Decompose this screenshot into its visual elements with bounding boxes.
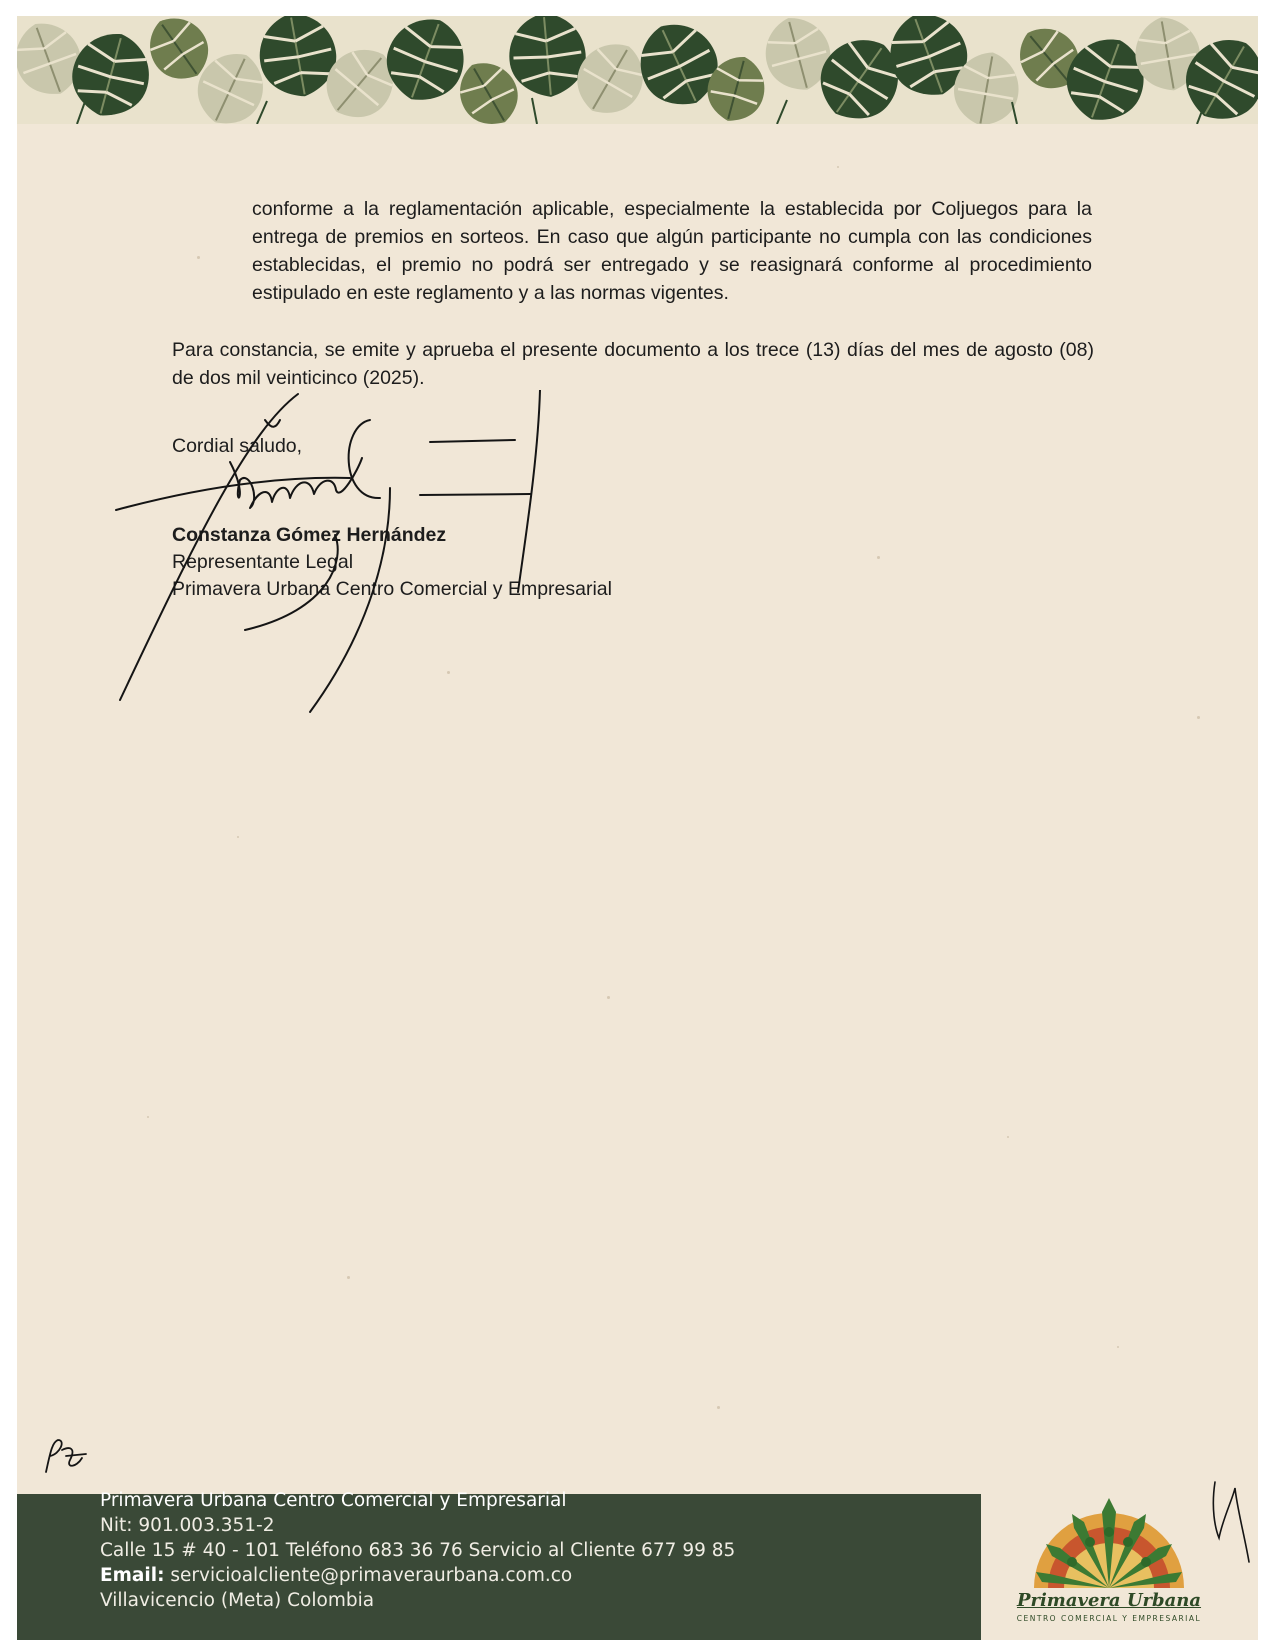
- paper-speck: [1117, 1346, 1119, 1348]
- margin-initial-icon: [1205, 1478, 1255, 1568]
- signer-role: Representante Legal: [172, 551, 354, 573]
- logo-subtitle: CENTRO COMERCIAL Y EMPRESARIAL: [1016, 1614, 1202, 1623]
- footer-company-name: Primavera Urbana Centro Comercial y Empresarial: [100, 1490, 567, 1511]
- signer-name: Constanza Gómez Hernández: [172, 524, 447, 546]
- paper-speck: [837, 166, 839, 168]
- closing-salutation: Cordial saludo,: [172, 435, 303, 457]
- paper-speck: [147, 1116, 149, 1118]
- footer-address-phone: Calle 15 # 40 - 101 Teléfono 683 36 76 Servicio al Cliente 677 99 85: [100, 1540, 736, 1561]
- footer-city: Villavicencio (Meta) Colombia: [100, 1590, 375, 1611]
- paper-speck: [877, 556, 880, 559]
- paper-speck: [347, 1276, 350, 1279]
- footer-nit: Nit: 901.003.351-2: [100, 1515, 275, 1536]
- footer-email-line: [100, 1564, 572, 1589]
- paragraph-conditions: conforme a la reglamentación aplicable, especialmente la establecida por Coljuegos para la entrega de premios en sorteos. En caso que algún participante no cumpla con las condiciones establecidas, el premio no podrá ser entregado y se reasignará conforme al procedimiento estipulado en este reglamento y a las normas vigentes.: [252, 198, 1092, 304]
- logo-wordmark: Primavera Urbana: [1016, 1590, 1202, 1611]
- paper-speck: [1007, 1136, 1009, 1138]
- paragraph-constancia: Para constancia, se emite y aprueba el presente documento a los trece (13) días del mes de agosto (08) de dos mil veinticinco (2025).: [172, 339, 1094, 389]
- document-page: [17, 16, 1258, 1640]
- paper-speck: [197, 256, 200, 259]
- handwritten-signature-icon: [100, 390, 580, 760]
- footer-email[interactable]: servicioalcliente@primaverаurbana.com.co: [170, 1565, 573, 1586]
- initials-mark-icon: [36, 1432, 96, 1478]
- footer-email-label: Email:: [100, 1565, 165, 1586]
- paper-speck: [237, 836, 239, 838]
- header-leaf-banner: [17, 16, 1258, 124]
- monstera-leaf-icon: [17, 16, 1258, 124]
- paper-speck: [607, 996, 610, 999]
- paper-speck: [1197, 716, 1200, 719]
- paper-speck: [717, 1406, 720, 1409]
- signer-company: Primavera Urbana Centro Comercial y Empresarial: [172, 578, 612, 600]
